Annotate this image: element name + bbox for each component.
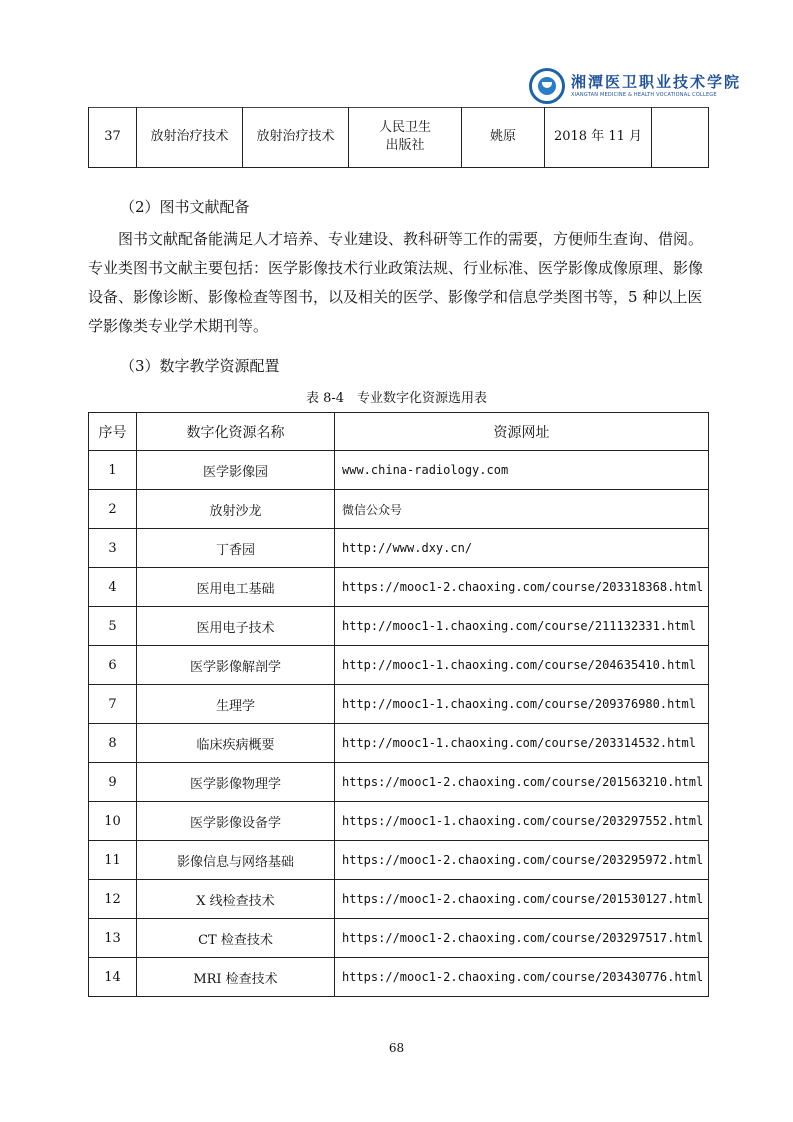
publisher: 人民卫生 出版社 (349, 107, 462, 168)
book-title: 放射治疗技术 (243, 107, 349, 168)
resource-name: MRI 检查技术 (137, 958, 335, 997)
table-row (89, 802, 709, 841)
resource-name: 丁香园 (137, 529, 335, 568)
table-row (89, 958, 709, 997)
resource-name: 医学影像设备学 (137, 802, 335, 841)
resource-url: http://mooc1-1.chaoxing.com/course/211132331.html (335, 607, 709, 646)
college-logo (529, 68, 741, 104)
row-number: 13 (89, 919, 137, 958)
section-title-books: （2）图书文献配备 (120, 198, 250, 216)
resource-name: 医用电工基础 (137, 568, 335, 607)
table-row (89, 107, 709, 168)
course-name: 放射治疗技术 (137, 107, 243, 168)
table-row (89, 646, 709, 685)
row-number: 4 (89, 568, 137, 607)
resource-name: CT 检查技术 (137, 919, 335, 958)
resource-url: https://mooc1-2.chaoxing.com/course/203295972.html (335, 841, 709, 880)
row-number: 9 (89, 763, 137, 802)
table-header-row (89, 413, 709, 451)
author: 姚原 (462, 107, 545, 168)
digital-resource-table (88, 412, 709, 997)
table-row (89, 490, 709, 529)
table-row (89, 919, 709, 958)
header-name: 数字化资源名称 (137, 413, 335, 451)
table-row (89, 529, 709, 568)
resource-url: https://mooc1-2.chaoxing.com/course/201563210.html (335, 763, 709, 802)
row-number: 6 (89, 646, 137, 685)
row-number: 3 (89, 529, 137, 568)
row-number: 7 (89, 685, 137, 724)
resource-url: https://mooc1-1.chaoxing.com/course/203297552.html (335, 802, 709, 841)
table-row (89, 763, 709, 802)
resource-name: 医学影像物理学 (137, 763, 335, 802)
row-number: 2 (89, 490, 137, 529)
row-number: 8 (89, 724, 137, 763)
resource-url: www.china-radiology.com (335, 451, 709, 490)
resource-url: http://mooc1-1.chaoxing.com/course/204635410.html (335, 646, 709, 685)
header-no: 序号 (89, 413, 137, 451)
table-row (89, 685, 709, 724)
resource-url: https://mooc1-2.chaoxing.com/course/203297517.html (335, 919, 709, 958)
resource-name: 医用电子技术 (137, 607, 335, 646)
row-number: 12 (89, 880, 137, 919)
header-url: 资源网址 (335, 413, 709, 451)
logo-chinese-name: 湘潭医卫职业技术学院 (571, 73, 742, 91)
table-caption: 表 8-4 专业数字化资源选用表 (305, 391, 488, 406)
table-row (89, 451, 709, 490)
section-title-digital: （3）数字教学资源配置 (120, 357, 280, 375)
resource-url: http://www.dxy.cn/ (335, 529, 709, 568)
page-number: 68 (388, 1041, 405, 1055)
resource-name: 影像信息与网络基础 (137, 841, 335, 880)
resource-name: X 线检查技术 (137, 880, 335, 919)
resource-url: http://mooc1-1.chaoxing.com/course/209376980.html (335, 685, 709, 724)
resource-url: http://mooc1-1.chaoxing.com/course/203314532.html (335, 724, 709, 763)
textbook-table-continued (88, 107, 709, 168)
row-number: 11 (89, 841, 137, 880)
resource-url: https://mooc1-2.chaoxing.com/course/203430776.html (335, 958, 709, 997)
resource-name: 医学影像园 (137, 451, 335, 490)
table-row (89, 841, 709, 880)
table-row (89, 607, 709, 646)
row-number: 10 (89, 802, 137, 841)
resource-url: https://mooc1-2.chaoxing.com/course/203318368.html (335, 568, 709, 607)
row-number: 5 (89, 607, 137, 646)
row-number: 37 (89, 107, 137, 168)
table-row (89, 724, 709, 763)
row-number: 14 (89, 958, 137, 997)
table-row (89, 880, 709, 919)
resource-name: 医学影像解剖学 (137, 646, 335, 685)
college-emblem-icon (529, 68, 565, 104)
table-row (89, 568, 709, 607)
resource-name: 生理学 (137, 685, 335, 724)
row-number: 1 (89, 451, 137, 490)
resource-name: 放射沙龙 (137, 490, 335, 529)
resource-url: 微信公众号 (335, 490, 709, 529)
logo-english-name: XIANGTAN MEDICINE & HEALTH VOCATIONAL COLLEGE (571, 92, 717, 98)
books-paragraph: 图书文献配备能满足人才培养、专业建设、教科研等工作的需要，方便师生查询、借阅。专业类图书文献主要包括：医学影像技术行业政策法规、行业标准、医学影像成像原理、影像设备、影像诊断、影像检查等图书，以及相关的医学、影像学和信息学类图书等，5 种以上医学影像类专业学术期刊等。 (88, 230, 704, 335)
resource-name: 临床疾病概要 (137, 724, 335, 763)
resource-url: https://mooc1-2.chaoxing.com/course/201530127.html (335, 880, 709, 919)
publish-date: 2018 年 11 月 (545, 107, 652, 168)
empty-cell (652, 107, 709, 168)
